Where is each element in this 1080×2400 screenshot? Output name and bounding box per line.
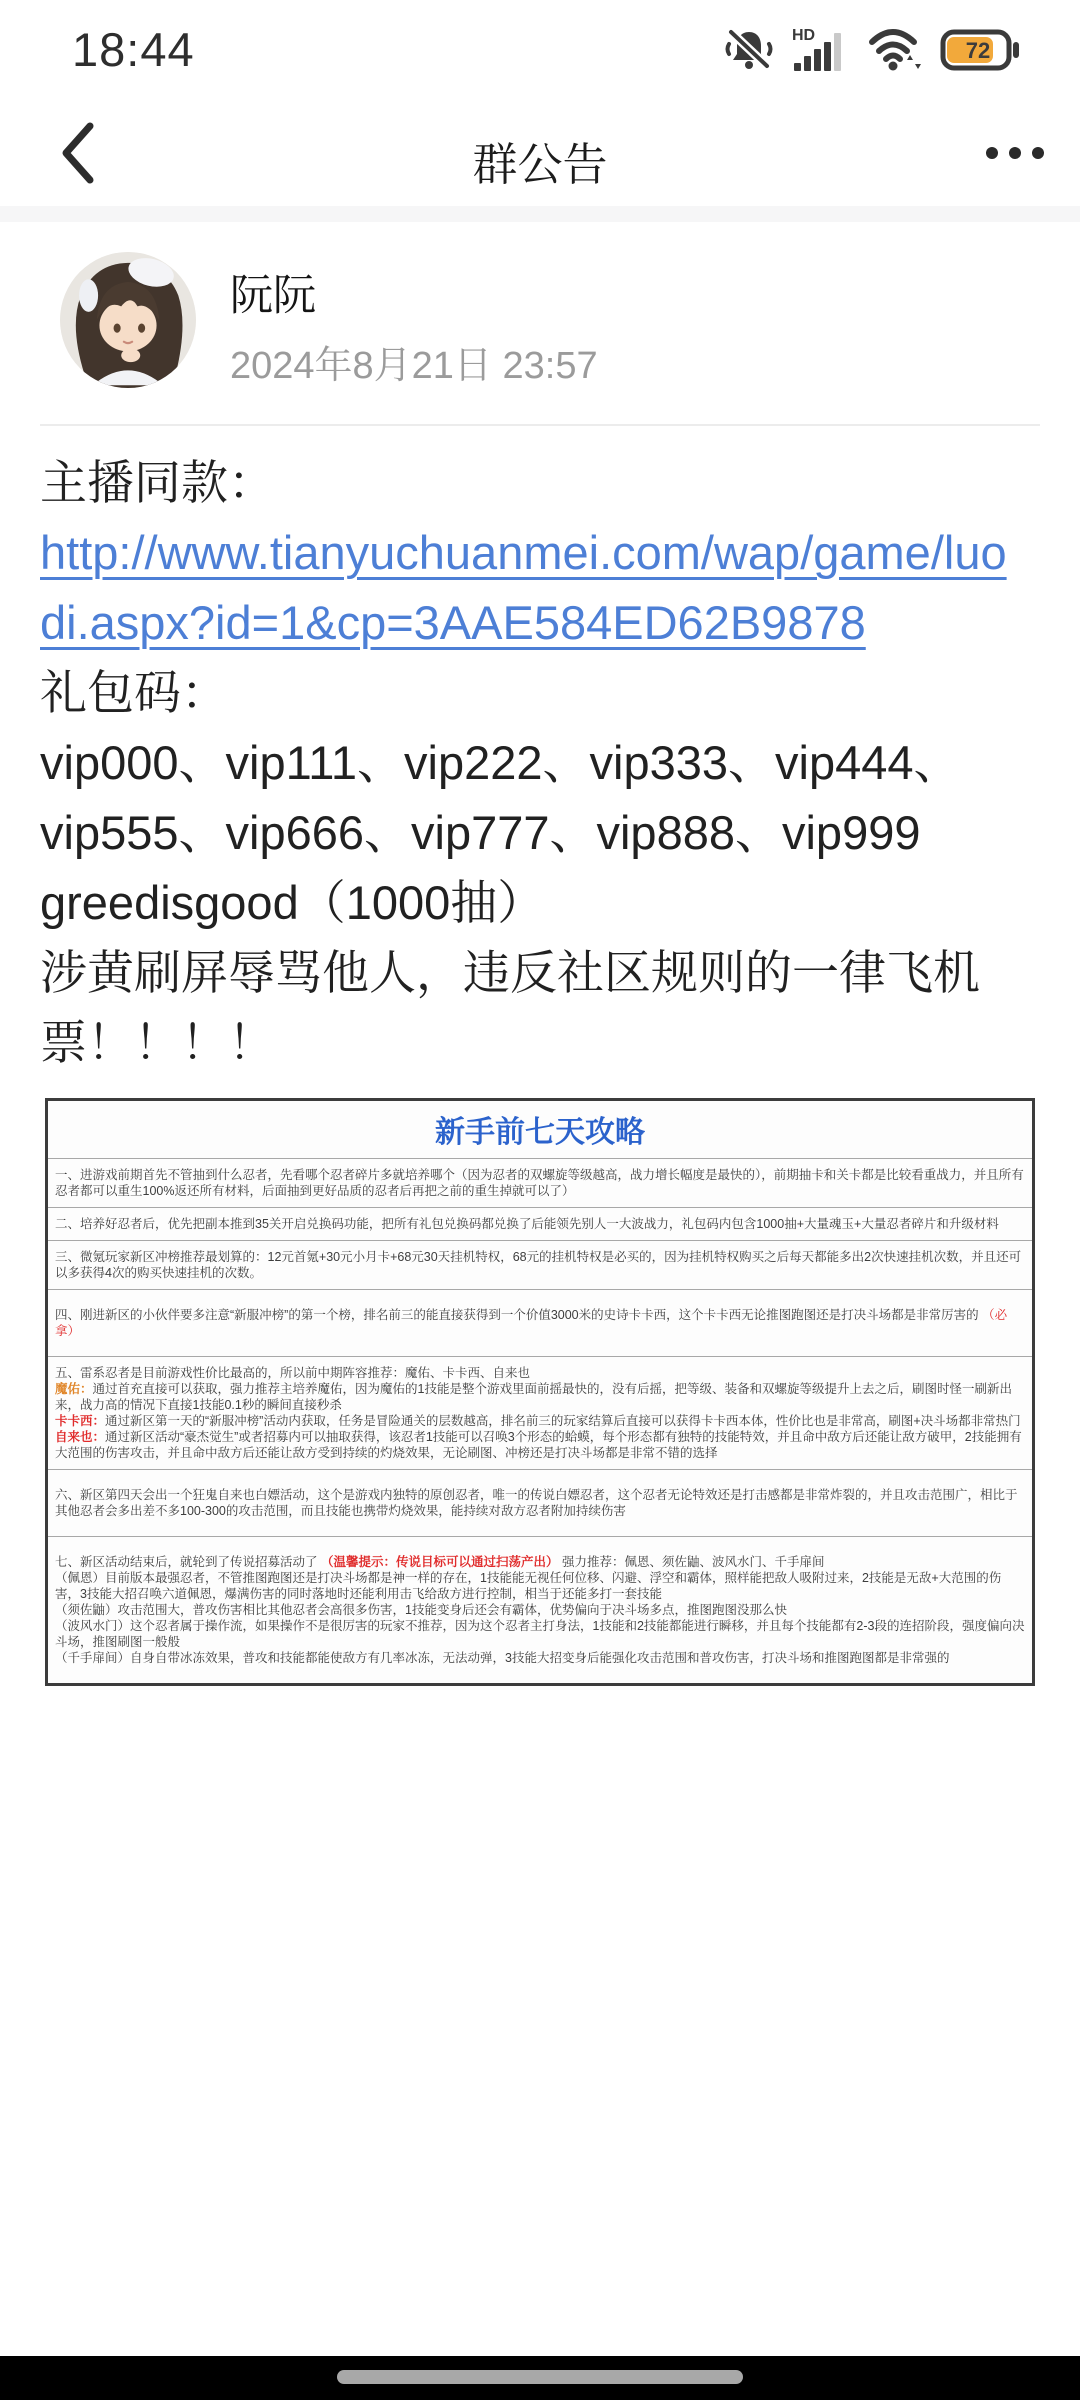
status-bar xyxy=(0,0,1080,100)
svg-text:72: 72 xyxy=(965,38,991,63)
guide-image[interactable] xyxy=(45,1098,1035,1686)
more-button[interactable] xyxy=(980,120,1050,186)
body-line: 票！！！！ xyxy=(40,1016,275,1069)
body-line: vip555、vip666、vip777、vip888、vip999 xyxy=(40,806,921,859)
guide-row: 四、刚进新区的小伙伴要多注意“新服冲榜”的第一个榜，排名前三的能直接获得到一个价值3000米的史诗卡卡西，这个卡卡西无论推图跑图还是打决斗场都是非常厉害的 （必拿） xyxy=(48,1289,1032,1356)
guide-row: 二、培养好忍者后，优先把副本推到35关开启兑换码功能，把所有礼包兑换码都兑换了后能领先别人一大波战力，礼包码内包含1000抽+大量魂玉+大量忍者碎片和升级材料 xyxy=(48,1207,1032,1240)
guide-title: 新手前七天攻略 xyxy=(435,1116,645,1149)
header xyxy=(0,100,1080,206)
announcement-link-line2[interactable]: di.aspx?id=1&cp=3AAE584ED62B9878 xyxy=(40,596,866,649)
post-date: 2024年8月21日 23:57 xyxy=(230,345,598,387)
body-line: 涉黄刷屏辱骂他人，违反社区规则的一律飞机 xyxy=(40,946,980,999)
three-dots-icon xyxy=(986,147,998,159)
guide-table-body xyxy=(48,1158,1032,1683)
guide-row: 一、进游戏前期首先不管抽到什么忍者，先看哪个忍者碎片多就培养哪个（因为忍者的双螺旋等级越高，战力增长幅度是最快的），前期抽卡和关卡都是比较看重战力，并且所有忍者都可以重生100%返还所有材料，后面抽到更好品质的忍者后再把之前的重生掉就可以了） xyxy=(48,1158,1032,1207)
battery-icon xyxy=(940,27,1020,73)
body-line: 主播同款： xyxy=(40,456,275,509)
wifi-icon xyxy=(867,26,925,74)
guide-row: 三、微氪玩家新区冲榜推荐最划算的：12元首氪+30元小月卡+68元30天挂机特权，68元的挂机特权是必买的，因为挂机特权购买之后每天都能多出2次快速挂机次数，并且还可以多获得4次的购买快速挂机的次数。 xyxy=(48,1240,1032,1289)
author-name: 阮阮 xyxy=(230,272,316,320)
hd-signal-icon xyxy=(790,25,852,75)
mute-icon xyxy=(723,26,775,74)
page-title: 群公告 xyxy=(472,139,608,190)
home-indicator[interactable] xyxy=(337,2370,743,2384)
guide-row: 五、雷系忍者是目前游戏性价比最高的，所以前中期阵容推荐：魔佑、卡卡西、自来也 魔佑：通过首充直接可以获取，强力推荐主培养魔佑，因为魔佑的1技能是整个游戏里面前摇最快的，没有后摇，把等级、装备和双螺旋等级提升上去之后，刷图时怪一刷新出来，战力高的情况下直接1技能0.1秒的瞬间直接秒杀 卡卡西：通过新区第一天的“新服冲榜”活动内获取，任务是冒险通关的层数越高，排名前三的玩家结算后直接可以获得卡卡西本体，性价比也是非常高，刷图+决斗场都非常热门 自来也：通过新区活动“豪杰觉生”或者招募内可以抽取获得，该忍者1技能可以召唤3个形态的蛤蟆，每个形态都有独特的技能特效，并且命中敌方后还能让敌方破甲，2技能拥有大范围的伤害攻击，并且命中敌方后还能让敌方受到持续的灼烧效果，无论刷图、冲榜还是打决斗场都是非常不错的选择 xyxy=(48,1356,1032,1469)
clock: 18:44 xyxy=(72,23,195,76)
status-icons xyxy=(723,0,1020,100)
avatar[interactable] xyxy=(60,252,196,388)
announcement-link-line1[interactable]: http://www.tianyuchuanmei.com/wap/game/luo xyxy=(40,526,1007,579)
body-line: greedisgood（1000抽） xyxy=(40,876,545,929)
gesture-bar xyxy=(0,2356,1080,2400)
divider xyxy=(40,424,1040,426)
guide-row: 七、新区活动结束后，就轮到了传说招募活动了 （温馨提示：传说目标可以通过扫荡产出） 强力推荐：佩恩、须佐鼬、波风水门、千手扉间 （佩恩）目前版本最强忍者，不管推图跑图还是打决斗场都是神一样的存在，1技能能无视任何位移、闪避、浮空和霸体，照样能把敌人吸附过来，2技能是无敌+大范围的伤害，3技能大招召唤六道佩恩，爆满伤害的同时落地时还能利用击飞给敌方进行控制，相当于还能多打一套技能 （须佐鼬）攻击范围大，普攻伤害相比其他忍者会高很多伤害，1技能变身后还会有霸体，优势偏向于决斗场多点，推图跑图没那么快 （波风水门）这个忍者属于操作流，如果操作不是很厉害的玩家不推荐，因为这个忍者主打身法，1技能和2技能都能进行瞬移，并且每个技能都有2-3段的连招阶段，强度偏向决斗场，推图刷图一般般 （千手扉间）自身自带冰冻效果，普攻和技能都能使敌方有几率冰冻，无法动弹，3技能大招变身后能强化攻击范围和普攻伤害，打决斗场和推图跑图都是非常强的 xyxy=(48,1536,1032,1683)
svg-text:HD: HD xyxy=(792,27,816,44)
announcement-body xyxy=(40,448,1045,1078)
header-separator xyxy=(0,206,1080,222)
body-line: 礼包码： xyxy=(40,666,228,719)
body-line: vip000、vip111、vip222、vip333、vip444、 xyxy=(40,736,961,789)
guide-row: 六、新区第四天会出一个狂鬼自来也白嫖活动，这个是游戏内独特的原创忍者，唯一的传说白嫖忍者，这个忍者无论特效还是打击感都是非常炸裂的，并且攻击范围广，相比于其他忍者会多出差不多100-300的攻击范围，而且技能也携带灼烧效果，能持续对敌方忍者附加持续伤害 xyxy=(48,1469,1032,1536)
